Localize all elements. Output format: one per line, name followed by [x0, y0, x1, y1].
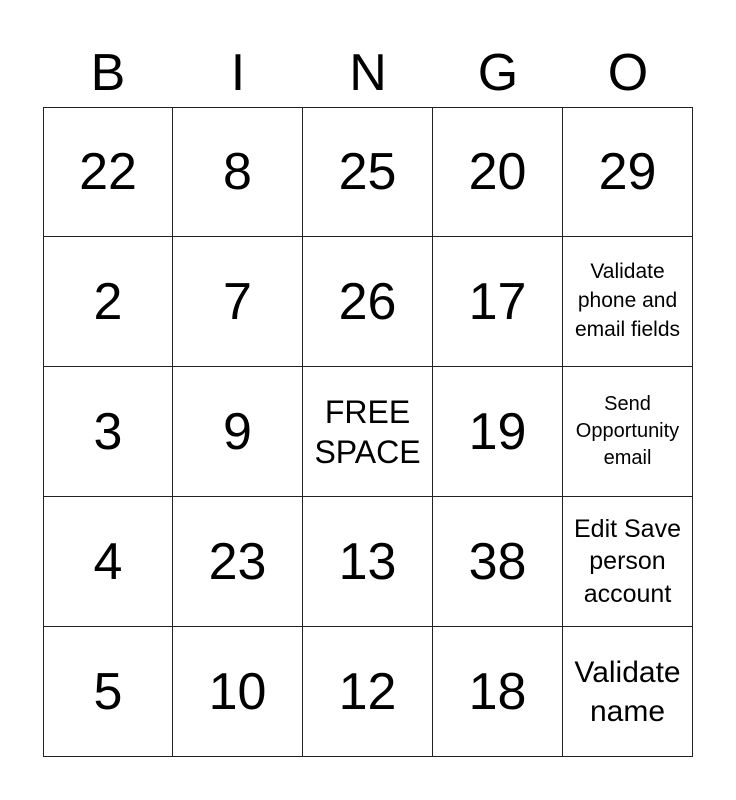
- bingo-cell[interactable]: [433, 367, 563, 497]
- cell-value: 17: [468, 272, 527, 331]
- cell-value: 29: [598, 143, 657, 201]
- cell-value: 3: [93, 402, 123, 461]
- bingo-cell[interactable]: [563, 367, 693, 497]
- cell-value: 22: [79, 143, 137, 201]
- bingo-cell[interactable]: [43, 237, 173, 367]
- free-space-label: FREE SPACE: [314, 393, 421, 470]
- bingo-cell[interactable]: [433, 497, 563, 627]
- cell-value: 19: [468, 402, 527, 461]
- cell-value: 7: [223, 272, 252, 331]
- cell-value: 25: [338, 143, 397, 201]
- bingo-cell[interactable]: [303, 107, 433, 237]
- bingo-cell[interactable]: [303, 237, 433, 367]
- cell-value: 4: [93, 532, 123, 591]
- cell-value: Send Opportunity email: [575, 393, 680, 469]
- bingo-cell[interactable]: [303, 497, 433, 627]
- header-letter-g: G: [477, 44, 519, 102]
- bingo-board: [43, 107, 693, 757]
- free-space-cell[interactable]: [303, 367, 433, 497]
- cell-value: Validate name: [574, 655, 681, 728]
- bingo-cell[interactable]: [433, 107, 563, 237]
- cell-value: Validate phone and email fields: [574, 260, 681, 341]
- bingo-cell[interactable]: [563, 627, 693, 757]
- bingo-cell[interactable]: [173, 237, 303, 367]
- cell-value: 12: [338, 662, 397, 721]
- cell-value: 23: [208, 532, 267, 591]
- cell-value: 9: [223, 402, 252, 461]
- cell-value: 10: [208, 662, 267, 721]
- cell-value: 38: [468, 532, 527, 591]
- cell-value: 20: [468, 143, 527, 201]
- bingo-cell[interactable]: [303, 627, 433, 757]
- header-letter-n: N: [349, 44, 387, 102]
- bingo-cell[interactable]: [43, 627, 173, 757]
- bingo-cell[interactable]: [563, 107, 693, 237]
- cell-value: 13: [338, 532, 397, 591]
- bingo-cell[interactable]: [173, 627, 303, 757]
- bingo-cell[interactable]: [43, 497, 173, 627]
- header-letter-i: I: [230, 44, 246, 102]
- bingo-cell[interactable]: [43, 367, 173, 497]
- cell-value: 18: [468, 662, 527, 721]
- bingo-cell[interactable]: [433, 627, 563, 757]
- cell-value: 8: [223, 143, 252, 201]
- bingo-cell[interactable]: [563, 237, 693, 367]
- bingo-cell[interactable]: [433, 237, 563, 367]
- header-letter-b: B: [90, 44, 126, 102]
- bingo-cell[interactable]: [43, 107, 173, 237]
- bingo-header: [43, 40, 693, 106]
- header-letter-o: O: [607, 44, 649, 102]
- bingo-cell[interactable]: [173, 367, 303, 497]
- cell-value: 26: [338, 272, 397, 331]
- bingo-cell[interactable]: [563, 497, 693, 627]
- cell-value: 2: [93, 272, 123, 331]
- cell-value: 5: [93, 662, 123, 721]
- cell-value: Edit Save person account: [573, 514, 681, 608]
- bingo-cell[interactable]: [173, 107, 303, 237]
- bingo-cell[interactable]: [173, 497, 303, 627]
